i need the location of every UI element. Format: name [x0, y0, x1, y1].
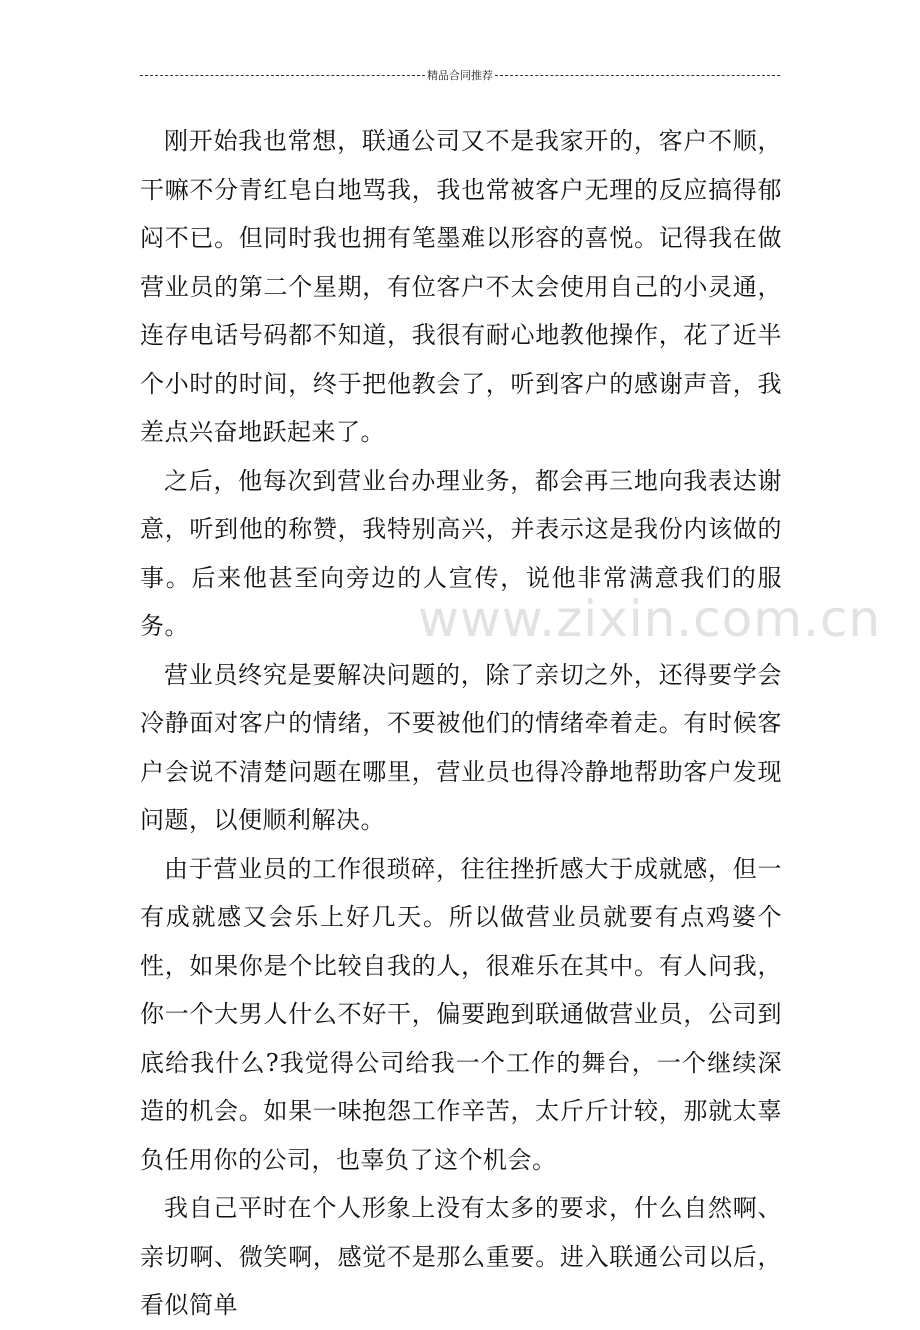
- header-divider-left: [140, 75, 425, 76]
- paragraph: 刚开始我也常想，联通公司又不是我家开的，客户不顺，干嘛不分青红皂白地骂我，我也常被客户无理的反应搞得郁闷不已。但同时我也拥有笔墨难以形容的喜悦。记得我在做营业员的第二个星期，有位客户不太会使用自己的小灵通，连存电话号码都不知道，我很有耐心地教他操作，花了近半个小时的时间，终于把他教会了，听到客户的感谢声音，我差点兴奋地跃起来了。: [140, 127, 782, 446]
- paragraph: 我自己平时在个人形象上没有太多的要求，什么自然啊、亲切啊、微笑啊，感觉不是那么重要。进入联通公司以后，看似简单: [140, 1194, 782, 1319]
- watermark: www.zixin.com.cn: [418, 590, 882, 648]
- header-label: 精品合同推荐: [427, 69, 493, 82]
- header-divider-right: [495, 75, 780, 76]
- paragraph: 之后，他每次到营业台办理业务，都会再三地向我表达谢意，听到他的称赞，我特别高兴，并表示这是我份内该做的事。后来他甚至向旁边的人宣传，说他非常满意我们的服务。: [140, 466, 782, 640]
- document-body: [140, 117, 782, 1330]
- paragraph: 由于营业员的工作很琐碎，往往挫折感大于成就感，但一有成就感又会乐上好几天。所以做营业员就要有点鸡婆个性，如果你是个比较自我的人，很难乐在其中。有人问我，你一个大男人什么不好干，偏要跑到联通做营业员，公司到底给我什么?我觉得公司给我一个工作的舞台，一个继续深造的机会。如果一味抱怨工作辛苦，太斤斤计较，那就太辜负任用你的公司，也辜负了这个机会。: [140, 854, 782, 1174]
- paragraph: 营业员终究是要解决问题的，除了亲切之外，还得要学会冷静面对客户的情绪，不要被他们的情绪牵着走。有时候客户会说不清楚问题在哪里，营业员也得冷静地帮助客户发现问题，以便顺利解决。: [140, 660, 782, 834]
- page-header: [140, 64, 780, 86]
